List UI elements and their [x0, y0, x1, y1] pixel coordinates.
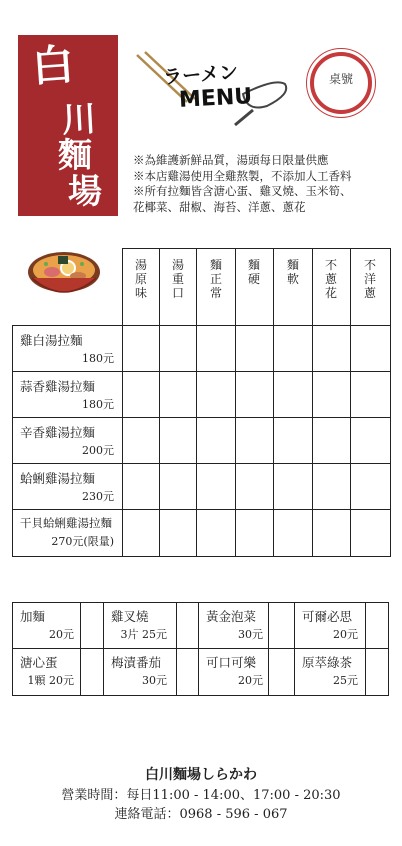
ramen-price: 230元	[82, 490, 114, 503]
table-number-badge	[310, 52, 372, 114]
column-soup-rich: 湯 重 口	[171, 258, 184, 300]
extra-price: 20元	[49, 628, 74, 641]
logo-char-1: 白	[30, 39, 76, 92]
notice-line: ※為維護新鮮品質，湯頭每日限量供應	[133, 153, 329, 167]
table-number-label: 桌號	[328, 72, 353, 86]
extra-name: 可爾必思	[302, 609, 353, 624]
extra-name: 黃金泡菜	[206, 609, 257, 624]
ramen-price: 270元(限量)	[51, 535, 114, 548]
column-noodle-firm: 麵 硬	[247, 258, 260, 286]
menu-banner-kana: ラーメン	[162, 61, 239, 89]
notice-line: 花椰菜、甜椒、海苔、洋蔥、蔥花	[133, 199, 306, 214]
logo-char-2: 川	[60, 99, 98, 141]
ramen-name: 蛤蜊雞湯拉麵	[20, 471, 96, 486]
ramen-menu-banner	[135, 50, 295, 132]
extra-name: 原萃綠茶	[302, 655, 353, 670]
extra-name: 溏心蛋	[20, 655, 58, 670]
business-hours: 營業時間：每日11:00 - 14:00、17:00 - 20:30	[61, 788, 341, 803]
extra-price: 30元	[238, 628, 263, 641]
notice-line: ※本店雞湯使用全雞熬製，不添加人工香料	[133, 168, 352, 183]
logo-char-4: 場	[68, 172, 102, 212]
notice-block	[133, 153, 395, 215]
notice-line: ※所有拉麵皆含溏心蛋、雞叉燒、玉米筍、	[133, 184, 352, 198]
shop-logo	[18, 35, 118, 216]
extra-name: 可口可樂	[206, 655, 257, 670]
extra-price: 1顆 20元	[27, 674, 74, 687]
extra-name: 雞叉燒	[111, 609, 149, 624]
extra-price: 20元	[238, 674, 263, 687]
ramen-price: 180元	[82, 352, 114, 365]
column-no-scallion: 不 蔥 花	[324, 258, 337, 300]
column-noodle-soft: 麵 軟	[286, 258, 299, 286]
extra-price: 20元	[333, 628, 358, 641]
extra-name: 加麵	[20, 609, 46, 624]
ramen-name: 雞白湯拉麵	[20, 333, 83, 348]
shop-name: 白川麵場しらかわ	[145, 767, 257, 783]
menu-banner-word: MENU	[178, 84, 253, 113]
extra-price: 30元	[142, 674, 167, 687]
column-no-onion: 不 洋 蔥	[363, 258, 376, 300]
column-noodle-normal: 麵 正 常	[209, 258, 222, 300]
ramen-price: 180元	[82, 398, 114, 411]
logo-char-3: 麵	[58, 136, 92, 176]
ramen-price: 200元	[82, 444, 114, 457]
column-soup-original: 湯 原 味	[134, 258, 147, 300]
ramen-bowl-icon	[24, 248, 104, 304]
ramen-name: 辛香雞湯拉麵	[20, 425, 96, 440]
contact-phone: 連絡電話：0968 - 596 - 067	[114, 807, 288, 822]
extra-price: 3片 25元	[120, 628, 167, 641]
ramen-name: 蒜香雞湯拉麵	[20, 379, 96, 394]
extra-price: 25元	[333, 674, 358, 687]
extra-name: 梅漬番茄	[111, 655, 162, 670]
ramen-name: 干貝蛤蜊雞湯拉麵	[20, 516, 112, 530]
